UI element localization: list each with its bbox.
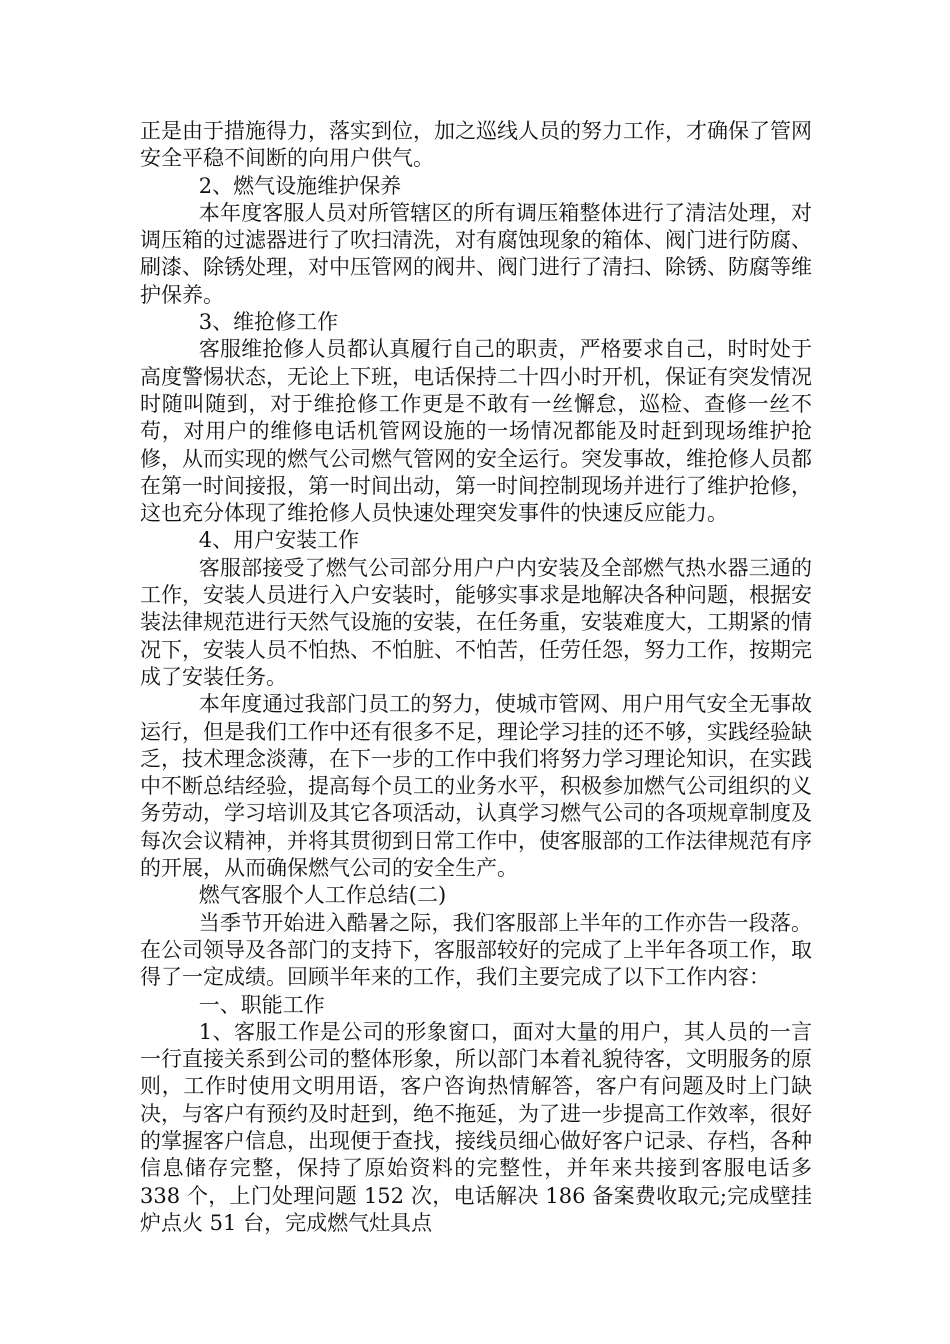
heading-emergency-repair: 3、维抢修工作 [198,310,339,335]
heading-user-installation: 4、用户安装工作 [198,528,360,553]
document-body [140,118,819,1237]
paragraph-customer-service: 1、客服工作是公司的形象窗口，面对大量的用户，其人员的一言一行直接关系到公司的整体形象，所以部门本着礼貌待客，文明服务的原则，工作时使用文明用语，客户咨询热情解答，客户有问题及时上门缺决，与客户有预约及时赶到，绝不拖延，为了进一步提高工作效率，很好的掌握客户信息，出现便于查找，接线员细心做好客户记录、存档，各种信息储存完整，保持了原始资料的完整性，并年来共接到客服电话多 338 个，上门处理问题 152 次，电话解决 186 备案费收取元;完成壁挂炉点火 51 台，完成燃气灶具点 [140,1019,819,1235]
heading-facility-maintenance: 2、燃气设施维护保养 [198,173,402,198]
paragraph-half-year-intro: 当季节开始进入酷暑之际，我们客服部上半年的工作亦告一段落。在公司领导及各部门的支持下，客服部较好的完成了上半年各项工作，取得了一定成绩。回顾半年来的工作，我们主要完成了以下工作内容： [140,910,812,990]
paragraph-user-installation: 客服部接受了燃气公司部分用户户内安装及全部燃气热水器三通的工作，安装人员进行入户安装时，能够实事求是地解决各种问题，根据安装法律规范进行天然气设施的安装，在任务重，安装难度大，工期紧的情况下，安装人员不怕热、不怕脏、不怕苦，任劳任怨，努力工作，按期完成了安装任务。 [140,555,812,689]
paragraph-annual-review: 本年度通过我部门员工的努力，使城市管网、用户用气安全无事故运行，但是我们工作中还有很多不足，理论学习挂的还不够，实践经验缺乏，技术理念淡薄，在下一步的工作中我们将努力学习理论知识，在实践中不断总结经验，提高每个员工的业务水平，积极参加燃气公司组织的义务劳动，学习培训及其它各项活动，认真学习燃气公司的各项规章制度及每次会议精神，并将其贯彻到日常工作中，使客服部的工作法律规范有序的开展，从而确保燃气公司的安全生产。 [140,692,812,881]
paragraph-emergency-repair: 客服维抢修人员都认真履行自己的职责，严格要求自己，时时处于高度警惕状态，无论上下班，电话保持二十四小时开机，保证有突发情况时随叫随到，对于维抢修工作更是不敢有一丝懈怠，巡检、查修一丝不苟，对用户的维修电话机管网设施的一场情况都能及时赶到现场维护抢修，从而实现的燃气公司燃气管网的安全运行。突发事故，维抢修人员都在第一时间接报，第一时间出动，第一时间控制现场并进行了维护抢修，这也充分体现了维抢修人员快速处理突发事件的快速反应能力。 [140,337,812,526]
heading-summary-two: 燃气客服个人工作总结(二) [198,883,447,908]
paragraph-facility-maintenance: 本年度客服人员对所管辖区的所有调压箱整体进行了清洁处理，对调压箱的过滤器进行了吹扫清洗，对有腐蚀现象的箱体、阀门进行防腐、刷漆、除锈处理，对中压管网的阀井、阀门进行了清扫、除锈、防腐等维护保养。 [140,200,812,307]
paragraph-pipeline-safety-conclusion: 正是由于措施得力，落实到位，加之巡线人员的努力工作，才确保了管网安全平稳不间断的向用户供气。 [140,119,812,171]
heading-functional-work: 一、职能工作 [198,992,325,1017]
